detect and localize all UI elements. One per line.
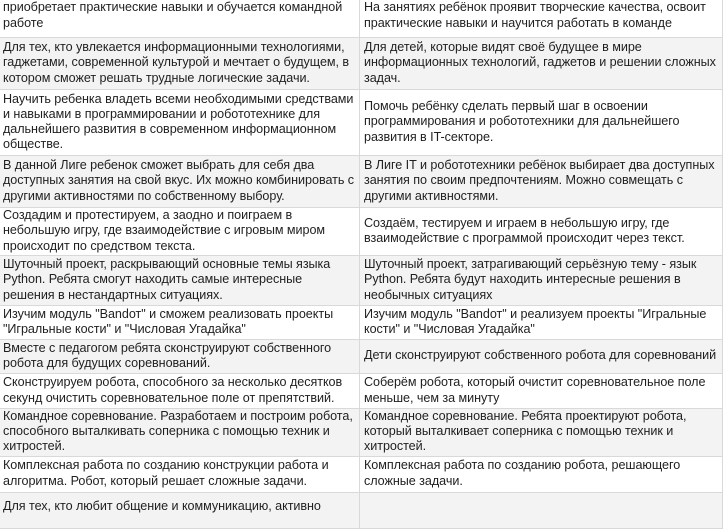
table-cell-left: Создадим и протестируем, а заодно и поиграем в небольшую игру, где взаимодействие с игровым миром происходит по средством текста. <box>0 208 360 256</box>
table-row <box>0 256 723 306</box>
table-row <box>0 306 723 340</box>
table-cell-right <box>360 492 723 528</box>
table-row <box>0 409 723 457</box>
table-row <box>0 156 723 208</box>
table-cell-left: Научить ребенка владеть всеми необходимыми средствами и навыками в программировании и робототехнике для дальнейшего развития в современном информационном обществе. <box>0 90 360 156</box>
table-cell-left: Для тех, кто увлекается информационными технологиями, гаджетами, современной культурой и мечтает о будущем, в котором сможет решать трудные логические задачи. <box>0 38 360 90</box>
table-cell-right: Шуточный проект, затрагивающий серьёзную тему - язык Python. Ребята будут находить интересные решения в необычных ситуациях <box>360 256 723 306</box>
table-row <box>0 90 723 156</box>
table-cell-right: В Лиге IT и робототехники ребёнок выбирает два доступных занятия по своим предпочтениям. Можно совмещать с другими активностями. <box>360 156 723 208</box>
table-row <box>0 208 723 256</box>
table-cell-left: Для тех, кто любит общение и коммуникацию, активно <box>0 492 360 528</box>
table-row <box>0 340 723 374</box>
table-cell-right: Комплексная работа по созданию робота, решающего сложные задачи. <box>360 456 723 492</box>
table-cell-left: Изучим модуль "Ваndот" и сможем реализовать проекты "Игральные кости" и "Числовая Угадайка" <box>0 306 360 340</box>
table-cell-right: Помочь ребёнку сделать первый шаг в освоении программирования и робототехники для дальнейшего развития в IT-секторе. <box>360 90 723 156</box>
table-cell-left: Командное соревнование. Разработаем и построим робота, способного выталкивать соперника с помощью техник и хитростей. <box>0 409 360 457</box>
table-cell-left: Комплексная работа по созданию конструкции работа и алгоритма. Робот, который решает сложные задачи. <box>0 456 360 492</box>
table-row <box>0 492 723 528</box>
table-row <box>0 456 723 492</box>
table-cell-left: В данной Лиге ребенок сможет выбрать для себя два доступных занятия на свой вкус. Их можно комбинировать с другими активностями по собственному выбору. <box>0 156 360 208</box>
table-cell-right: Соберём робота, который очистит соревновательное поле меньше, чем за минуту <box>360 374 723 409</box>
table-row <box>0 38 723 90</box>
table-cell-right: Изучим модуль "Ваndот" и реализуем проекты "Игральные кости" и "Числовая Угадайка" <box>360 306 723 340</box>
table-cell-right: Для детей, которые видят своё будущее в мире информационных технологий, гаджетов и решении сложных задач. <box>360 38 723 90</box>
table-cell-right: Дети сконструируют собственного робота для соревнований <box>360 340 723 374</box>
table-cell-left: Вместе с педагогом ребята сконструируют собственного робота для будущих соревнований. <box>0 340 360 374</box>
table-cell-right: Командное соревнование. Ребята проектируют робота, который выталкивает соперника с помощью техник и хитростей. <box>360 409 723 457</box>
table-cell-left: Сконструируем робота, способного за несколько десятков секунд очистить соревновательное поле от препятствий. <box>0 374 360 409</box>
table-cell-left: приобретает практические навыки и обучается командной работе <box>0 0 360 38</box>
table-cell-left: Шуточный проект, раскрывающий основные темы языка Python. Ребята смогут находить самые интересные решения в нестандартных ситуациях. <box>0 256 360 306</box>
table-cell-right: Создаём, тестируем и играем в небольшую игру, где взаимодействие с программой происходит через текст. <box>360 208 723 256</box>
table-row <box>0 374 723 409</box>
table-cell-right: На занятиях ребёнок проявит творческие качества, освоит практические навыки и научится работать в команде <box>360 0 723 38</box>
table-row <box>0 0 723 38</box>
